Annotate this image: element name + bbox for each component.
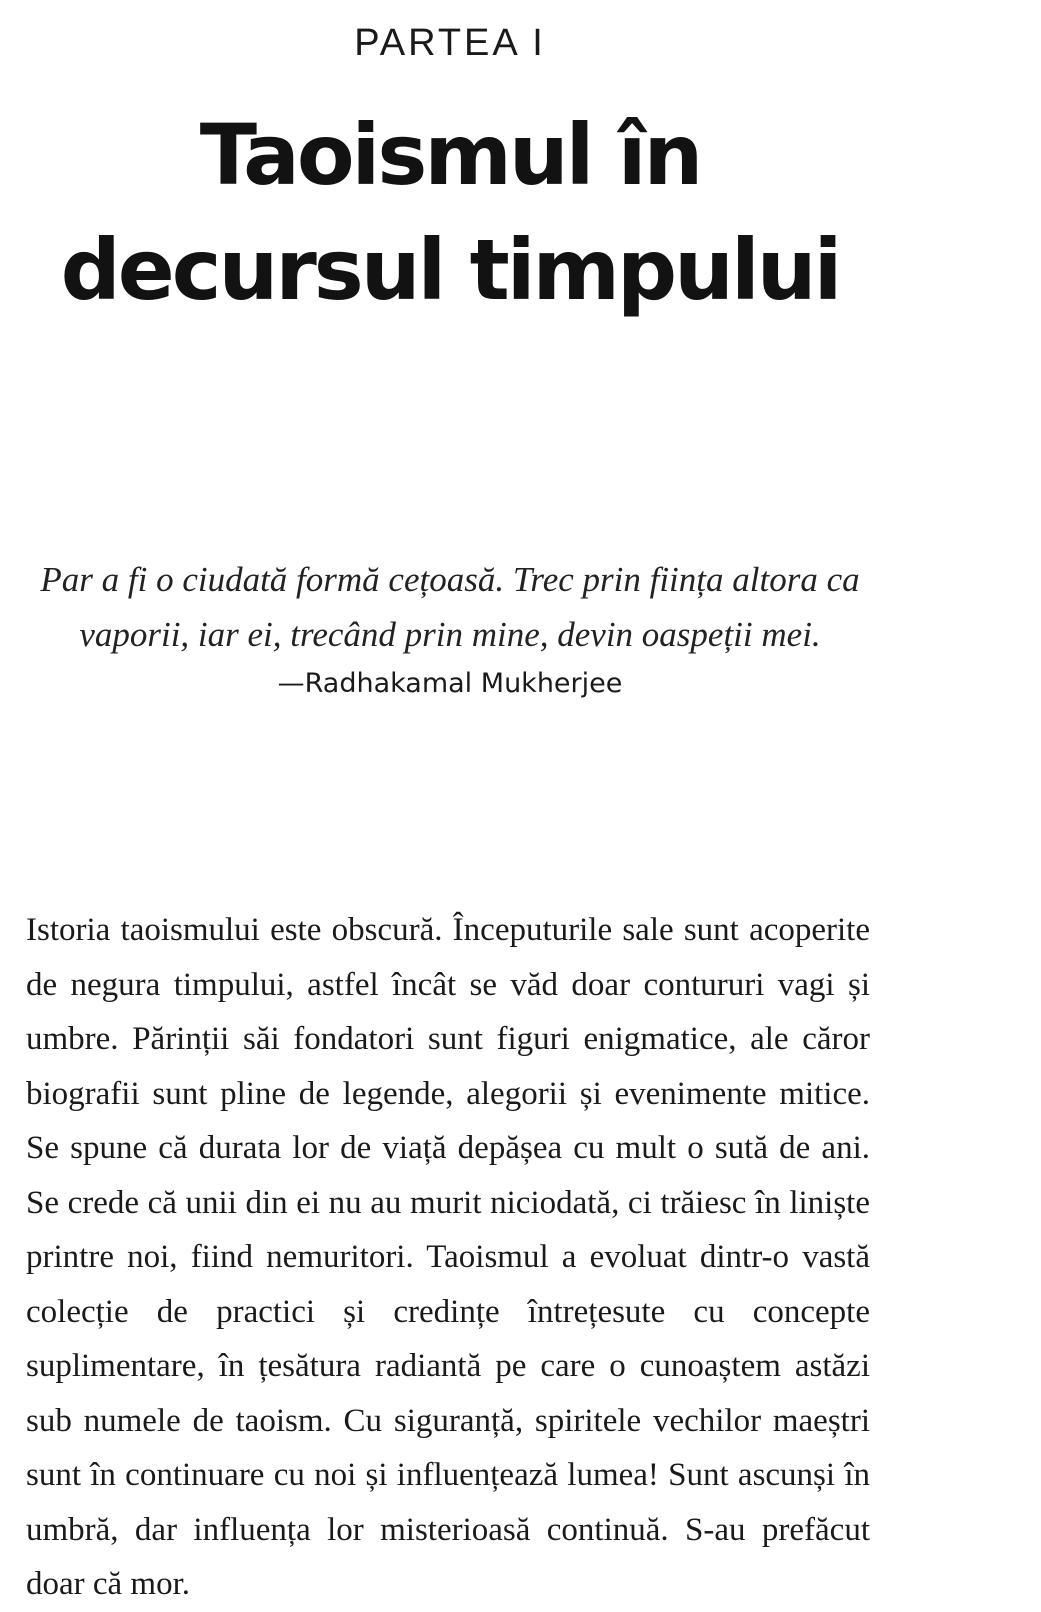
body-paragraph: Istoria taoismului este obscură. Începuturile sale sunt acoperite de negura timpului, astfel încât se văd doar contururi vagi și umbre. Părinții săi fondatori sunt figuri enigmatice, ale căror biografii sunt pline de legende, alegorii și evenimente mitice. Se spune că durata lor de viață depășea cu mult o sută de ani. Se crede că unii din ei nu au murit niciodată, ci trăiesc în liniște printre noi, fiind nemuritori. Taoismul a evoluat dintr-o vastă colecție de practici și credințe întrețesute cu concepte suplimentare, în țesătura radiantă pe care o cunoaștem astăzi sub numele de taoism. Cu siguranță, spiritele vechilor maeștri sunt în continuare cu noi și influențează lumea! Sunt ascunși în umbră, dar influența lor misterioasă continuă. S-au prefăcut doar că mor. xyxy=(26,912,870,1602)
epigraph xyxy=(40,552,860,704)
part-label: PARTEA I xyxy=(354,22,546,64)
chapter-title: Taoismul în decursul timpului xyxy=(60,106,840,319)
epigraph-author: —Radhakamal Mukherjee xyxy=(277,668,623,699)
epigraph-quote: Par a fi o ciudată formă cețoasă. Trec prin ființa altora ca vaporii, iar ei, trecând prin mine, devin oaspeții mei. xyxy=(40,560,860,654)
